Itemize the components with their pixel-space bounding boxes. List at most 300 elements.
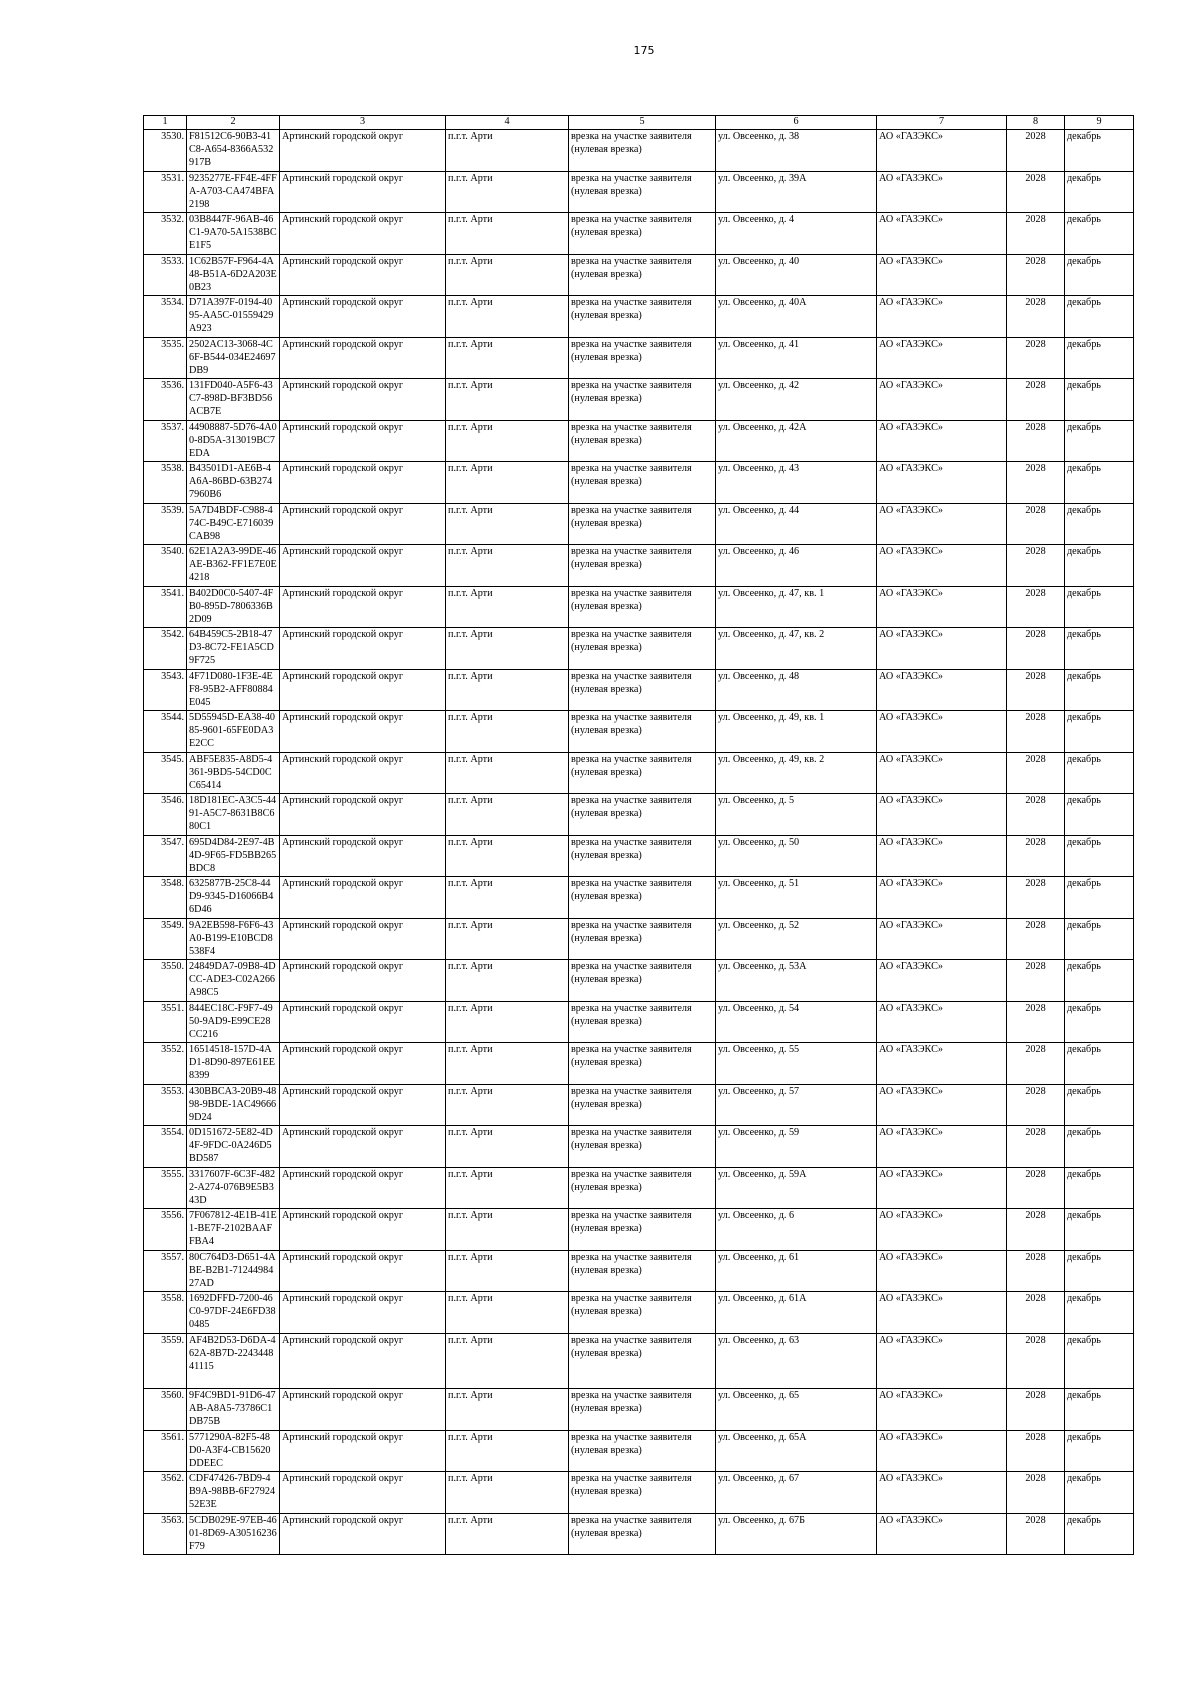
settlement-cell: п.г.т. Арти [446, 254, 569, 296]
month-cell: декабрь [1065, 1389, 1134, 1431]
object-id: CDF47426-7BD9-4B9A-98BB-6F2792452E3E [187, 1472, 280, 1514]
table-row [144, 420, 1134, 462]
table-body [144, 130, 1134, 1555]
month-cell: декабрь [1065, 379, 1134, 421]
row-number: 3538. [144, 462, 187, 504]
year-cell: 2028 [1007, 130, 1065, 172]
month-cell: декабрь [1065, 254, 1134, 296]
address-cell: ул. Овсеенко, д. 43 [716, 462, 877, 504]
table-row [144, 1001, 1134, 1043]
operator-cell: АО «ГАЗЭКС» [877, 171, 1007, 213]
district-cell: Артинский городской округ [280, 296, 446, 338]
work-type-cell: врезка на участке заявителя (нулевая врезка) [569, 503, 716, 545]
settlement-cell: п.г.т. Арти [446, 545, 569, 587]
operator-cell: АО «ГАЗЭКС» [877, 1084, 1007, 1126]
work-type-cell: врезка на участке заявителя (нулевая врезка) [569, 877, 716, 919]
settlement-cell: п.г.т. Арти [446, 1209, 569, 1251]
operator-cell: АО «ГАЗЭКС» [877, 420, 1007, 462]
year-cell: 2028 [1007, 669, 1065, 711]
month-cell: декабрь [1065, 752, 1134, 794]
table-row [144, 337, 1134, 379]
settlement-cell: п.г.т. Арти [446, 752, 569, 794]
work-type-cell: врезка на участке заявителя (нулевая врезка) [569, 960, 716, 1002]
operator-cell: АО «ГАЗЭКС» [877, 918, 1007, 960]
month-cell: декабрь [1065, 337, 1134, 379]
month-cell: декабрь [1065, 1043, 1134, 1085]
table-row [144, 1126, 1134, 1168]
settlement-cell: п.г.т. Арти [446, 586, 569, 628]
work-type-cell: врезка на участке заявителя (нулевая врезка) [569, 1513, 716, 1555]
month-cell: декабрь [1065, 877, 1134, 919]
object-id: 844EC18C-F9F7-4950-9AD9-E99CE28CC216 [187, 1001, 280, 1043]
month-cell: декабрь [1065, 1292, 1134, 1334]
row-number: 3559. [144, 1333, 187, 1389]
settlement-cell: п.г.т. Арти [446, 1001, 569, 1043]
object-id: 695D4D84-2E97-4B4D-9F65-FD5BB265BDC8 [187, 835, 280, 877]
table-row [144, 213, 1134, 255]
row-number: 3544. [144, 711, 187, 753]
operator-cell: АО «ГАЗЭКС» [877, 1389, 1007, 1431]
settlement-cell: п.г.т. Арти [446, 711, 569, 753]
object-id: 5D55945D-EA38-4085-9601-65FE0DA3E2CC [187, 711, 280, 753]
month-cell: декабрь [1065, 1430, 1134, 1472]
address-cell: ул. Овсеенко, д. 39А [716, 171, 877, 213]
month-cell: декабрь [1065, 130, 1134, 172]
year-cell: 2028 [1007, 213, 1065, 255]
object-id: 4F71D080-1F3E-4EF8-95B2-AFF80884E045 [187, 669, 280, 711]
column-header-3: 3 [280, 116, 446, 130]
table-row [144, 1472, 1134, 1514]
work-type-cell: врезка на участке заявителя (нулевая врезка) [569, 669, 716, 711]
work-type-cell: врезка на участке заявителя (нулевая врезка) [569, 1430, 716, 1472]
settlement-cell: п.г.т. Арти [446, 213, 569, 255]
table-row [144, 960, 1134, 1002]
district-cell: Артинский городской округ [280, 711, 446, 753]
year-cell: 2028 [1007, 794, 1065, 836]
month-cell: декабрь [1065, 1333, 1134, 1389]
row-number: 3547. [144, 835, 187, 877]
settlement-cell: п.г.т. Арти [446, 420, 569, 462]
work-type-cell: врезка на участке заявителя (нулевая врезка) [569, 752, 716, 794]
work-type-cell: врезка на участке заявителя (нулевая врезка) [569, 213, 716, 255]
month-cell: декабрь [1065, 213, 1134, 255]
district-cell: Артинский городской округ [280, 835, 446, 877]
row-number: 3552. [144, 1043, 187, 1085]
operator-cell: АО «ГАЗЭКС» [877, 586, 1007, 628]
address-cell: ул. Овсеенко, д. 46 [716, 545, 877, 587]
year-cell: 2028 [1007, 1292, 1065, 1334]
district-cell: Артинский городской округ [280, 254, 446, 296]
table-row [144, 918, 1134, 960]
address-cell: ул. Овсеенко, д. 57 [716, 1084, 877, 1126]
settlement-cell: п.г.т. Арти [446, 1167, 569, 1209]
object-id: 62E1A2A3-99DE-46AE-B362-FF1E7E0E4218 [187, 545, 280, 587]
address-cell: ул. Овсеенко, д. 55 [716, 1043, 877, 1085]
table-row [144, 1292, 1134, 1334]
settlement-cell: п.г.т. Арти [446, 337, 569, 379]
row-number: 3554. [144, 1126, 187, 1168]
work-type-cell: врезка на участке заявителя (нулевая врезка) [569, 171, 716, 213]
object-id: 9F4C9BD1-91D6-47AB-A8A5-73786C1DB75B [187, 1389, 280, 1431]
operator-cell: АО «ГАЗЭКС» [877, 503, 1007, 545]
district-cell: Артинский городской округ [280, 1043, 446, 1085]
operator-cell: АО «ГАЗЭКС» [877, 960, 1007, 1002]
object-id: 3317607F-6C3F-4822-A274-076B9E5B343D [187, 1167, 280, 1209]
work-type-cell: врезка на участке заявителя (нулевая врезка) [569, 130, 716, 172]
column-header-2: 2 [187, 116, 280, 130]
address-cell: ул. Овсеенко, д. 53А [716, 960, 877, 1002]
settlement-cell: п.г.т. Арти [446, 1043, 569, 1085]
row-number: 3543. [144, 669, 187, 711]
object-id: 6325877B-25C8-44D9-9345-D16066B46D46 [187, 877, 280, 919]
object-id: 2502AC13-3068-4C6F-B544-034E24697DB9 [187, 337, 280, 379]
operator-cell: АО «ГАЗЭКС» [877, 1043, 1007, 1085]
row-number: 3532. [144, 213, 187, 255]
work-type-cell: врезка на участке заявителя (нулевая врезка) [569, 1126, 716, 1168]
row-number: 3562. [144, 1472, 187, 1514]
work-type-cell: врезка на участке заявителя (нулевая врезка) [569, 918, 716, 960]
address-cell: ул. Овсеенко, д. 63 [716, 1333, 877, 1389]
address-cell: ул. Овсеенко, д. 41 [716, 337, 877, 379]
district-cell: Артинский городской округ [280, 1513, 446, 1555]
year-cell: 2028 [1007, 503, 1065, 545]
table-row [144, 669, 1134, 711]
address-cell: ул. Овсеенко, д. 38 [716, 130, 877, 172]
column-header-1: 1 [144, 116, 187, 130]
district-cell: Артинский городской округ [280, 669, 446, 711]
operator-cell: АО «ГАЗЭКС» [877, 1333, 1007, 1389]
table-row [144, 462, 1134, 504]
row-number: 3556. [144, 1209, 187, 1251]
table-row [144, 628, 1134, 670]
address-cell: ул. Овсеенко, д. 47, кв. 2 [716, 628, 877, 670]
district-cell: Артинский городской округ [280, 1472, 446, 1514]
column-header-9: 9 [1065, 116, 1134, 130]
table-row [144, 835, 1134, 877]
row-number: 3551. [144, 1001, 187, 1043]
object-id: AF4B2D53-D6DA-462A-8B7D-224344841115 [187, 1333, 280, 1389]
operator-cell: АО «ГАЗЭКС» [877, 835, 1007, 877]
operator-cell: АО «ГАЗЭКС» [877, 669, 1007, 711]
district-cell: Артинский городской округ [280, 503, 446, 545]
year-cell: 2028 [1007, 1250, 1065, 1292]
table-row [144, 296, 1134, 338]
operator-cell: АО «ГАЗЭКС» [877, 1126, 1007, 1168]
operator-cell: АО «ГАЗЭКС» [877, 545, 1007, 587]
district-cell: Артинский городской округ [280, 1250, 446, 1292]
district-cell: Артинский городской округ [280, 420, 446, 462]
year-cell: 2028 [1007, 1209, 1065, 1251]
row-number: 3540. [144, 545, 187, 587]
year-cell: 2028 [1007, 379, 1065, 421]
year-cell: 2028 [1007, 835, 1065, 877]
work-type-cell: врезка на участке заявителя (нулевая врезка) [569, 1043, 716, 1085]
row-number: 3549. [144, 918, 187, 960]
operator-cell: АО «ГАЗЭКС» [877, 752, 1007, 794]
table-row [144, 1084, 1134, 1126]
operator-cell: АО «ГАЗЭКС» [877, 1292, 1007, 1334]
address-cell: ул. Овсеенко, д. 47, кв. 1 [716, 586, 877, 628]
object-id: 24849DA7-09B8-4DCC-ADE3-C02A266A98C5 [187, 960, 280, 1002]
year-cell: 2028 [1007, 1389, 1065, 1431]
object-id: 1692DFFD-7200-46C0-97DF-24E6FD380485 [187, 1292, 280, 1334]
object-id: 64B459C5-2B18-47D3-8C72-FE1A5CD9F725 [187, 628, 280, 670]
operator-cell: АО «ГАЗЭКС» [877, 1430, 1007, 1472]
work-type-cell: врезка на участке заявителя (нулевая врезка) [569, 1292, 716, 1334]
district-cell: Артинский городской округ [280, 1430, 446, 1472]
operator-cell: АО «ГАЗЭКС» [877, 337, 1007, 379]
district-cell: Артинский городской округ [280, 960, 446, 1002]
work-type-cell: врезка на участке заявителя (нулевая врезка) [569, 1472, 716, 1514]
row-number: 3563. [144, 1513, 187, 1555]
work-type-cell: врезка на участке заявителя (нулевая врезка) [569, 1167, 716, 1209]
settlement-cell: п.г.т. Арти [446, 462, 569, 504]
month-cell: декабрь [1065, 794, 1134, 836]
object-id: 430BBCA3-20B9-4898-9BDE-1AC496669D24 [187, 1084, 280, 1126]
district-cell: Артинский городской округ [280, 1084, 446, 1126]
settlement-cell: п.г.т. Арти [446, 130, 569, 172]
year-cell: 2028 [1007, 1333, 1065, 1389]
row-number: 3550. [144, 960, 187, 1002]
year-cell: 2028 [1007, 711, 1065, 753]
address-cell: ул. Овсеенко, д. 61А [716, 1292, 877, 1334]
table-row [144, 752, 1134, 794]
operator-cell: АО «ГАЗЭКС» [877, 1472, 1007, 1514]
month-cell: декабрь [1065, 669, 1134, 711]
work-type-cell: врезка на участке заявителя (нулевая врезка) [569, 794, 716, 836]
object-id: B402D0C0-5407-4FB0-895D-7806336B2D09 [187, 586, 280, 628]
address-cell: ул. Овсеенко, д. 67 [716, 1472, 877, 1514]
object-id: 44908887-5D76-4A00-8D5A-313019BC7EDA [187, 420, 280, 462]
operator-cell: АО «ГАЗЭКС» [877, 1209, 1007, 1251]
address-cell: ул. Овсеенко, д. 52 [716, 918, 877, 960]
district-cell: Артинский городской округ [280, 213, 446, 255]
table-row [144, 794, 1134, 836]
table-row [144, 586, 1134, 628]
row-number: 3531. [144, 171, 187, 213]
district-cell: Артинский городской округ [280, 586, 446, 628]
work-type-cell: врезка на участке заявителя (нулевая врезка) [569, 462, 716, 504]
column-header-6: 6 [716, 116, 877, 130]
address-cell: ул. Овсеенко, д. 54 [716, 1001, 877, 1043]
operator-cell: АО «ГАЗЭКС» [877, 462, 1007, 504]
settlement-cell: п.г.т. Арти [446, 835, 569, 877]
row-number: 3548. [144, 877, 187, 919]
address-cell: ул. Овсеенко, д. 51 [716, 877, 877, 919]
work-type-cell: врезка на участке заявителя (нулевая врезка) [569, 1084, 716, 1126]
address-cell: ул. Овсеенко, д. 44 [716, 503, 877, 545]
object-id: ABF5E835-A8D5-4361-9BD5-54CD0CC65414 [187, 752, 280, 794]
settlement-cell: п.г.т. Арти [446, 877, 569, 919]
address-cell: ул. Овсеенко, д. 42 [716, 379, 877, 421]
work-type-cell: врезка на участке заявителя (нулевая врезка) [569, 1250, 716, 1292]
year-cell: 2028 [1007, 1430, 1065, 1472]
operator-cell: АО «ГАЗЭКС» [877, 877, 1007, 919]
table-row [144, 171, 1134, 213]
object-id: D71A397F-0194-4095-AA5C-01559429A923 [187, 296, 280, 338]
row-number: 3539. [144, 503, 187, 545]
object-id: 5CDB029E-97EB-4601-8D69-A30516236F79 [187, 1513, 280, 1555]
month-cell: декабрь [1065, 296, 1134, 338]
month-cell: декабрь [1065, 628, 1134, 670]
row-number: 3530. [144, 130, 187, 172]
settlement-cell: п.г.т. Арти [446, 171, 569, 213]
year-cell: 2028 [1007, 171, 1065, 213]
operator-cell: АО «ГАЗЭКС» [877, 130, 1007, 172]
district-cell: Артинский городской округ [280, 130, 446, 172]
table-row [144, 503, 1134, 545]
row-number: 3560. [144, 1389, 187, 1431]
operator-cell: АО «ГАЗЭКС» [877, 628, 1007, 670]
district-cell: Артинский городской округ [280, 877, 446, 919]
address-cell: ул. Овсеенко, д. 48 [716, 669, 877, 711]
year-cell: 2028 [1007, 1001, 1065, 1043]
address-cell: ул. Овсеенко, д. 6 [716, 1209, 877, 1251]
district-cell: Артинский городской округ [280, 918, 446, 960]
district-cell: Артинский городской округ [280, 1389, 446, 1431]
address-cell: ул. Овсеенко, д. 50 [716, 835, 877, 877]
address-cell: ул. Овсеенко, д. 67Б [716, 1513, 877, 1555]
address-cell: ул. Овсеенко, д. 4 [716, 213, 877, 255]
object-id: F81512C6-90B3-41C8-A654-8366A532917B [187, 130, 280, 172]
object-id: 131FD040-A5F6-43C7-898D-BF3BD56ACB7E [187, 379, 280, 421]
row-number: 3541. [144, 586, 187, 628]
year-cell: 2028 [1007, 628, 1065, 670]
month-cell: декабрь [1065, 1126, 1134, 1168]
row-number: 3542. [144, 628, 187, 670]
table-row [144, 1250, 1134, 1292]
district-cell: Артинский городской округ [280, 752, 446, 794]
month-cell: декабрь [1065, 1209, 1134, 1251]
table-row [144, 130, 1134, 172]
year-cell: 2028 [1007, 1472, 1065, 1514]
address-cell: ул. Овсеенко, д. 65А [716, 1430, 877, 1472]
object-id: 7F067812-4E1B-41E1-BE7F-2102BAAFFBA4 [187, 1209, 280, 1251]
address-cell: ул. Овсеенко, д. 40А [716, 296, 877, 338]
column-header-8: 8 [1007, 116, 1065, 130]
work-type-cell: врезка на участке заявителя (нулевая врезка) [569, 545, 716, 587]
operator-cell: АО «ГАЗЭКС» [877, 794, 1007, 836]
district-cell: Артинский городской округ [280, 1001, 446, 1043]
table-row [144, 1043, 1134, 1085]
year-cell: 2028 [1007, 296, 1065, 338]
object-id: 16514518-157D-4AD1-8D90-897E61EE8399 [187, 1043, 280, 1085]
settlement-cell: п.г.т. Арти [446, 296, 569, 338]
month-cell: декабрь [1065, 1001, 1134, 1043]
month-cell: декабрь [1065, 1167, 1134, 1209]
table-row [144, 1513, 1134, 1555]
settlement-cell: п.г.т. Арти [446, 628, 569, 670]
address-cell: ул. Овсеенко, д. 49, кв. 1 [716, 711, 877, 753]
row-number: 3534. [144, 296, 187, 338]
object-id: 5771290A-82F5-48D0-A3F4-CB15620DDEEC [187, 1430, 280, 1472]
settlement-cell: п.г.т. Арти [446, 960, 569, 1002]
year-cell: 2028 [1007, 1126, 1065, 1168]
settlement-cell: п.г.т. Арти [446, 669, 569, 711]
column-header-7: 7 [877, 116, 1007, 130]
row-number: 3546. [144, 794, 187, 836]
district-cell: Артинский городской округ [280, 171, 446, 213]
operator-cell: АО «ГАЗЭКС» [877, 296, 1007, 338]
row-number: 3558. [144, 1292, 187, 1334]
month-cell: декабрь [1065, 711, 1134, 753]
object-id: 18D181EC-A3C5-4491-A5C7-8631B8C680C1 [187, 794, 280, 836]
row-number: 3536. [144, 379, 187, 421]
month-cell: декабрь [1065, 1513, 1134, 1555]
table-row [144, 254, 1134, 296]
year-cell: 2028 [1007, 1513, 1065, 1555]
year-cell: 2028 [1007, 420, 1065, 462]
work-type-cell: врезка на участке заявителя (нулевая врезка) [569, 1389, 716, 1431]
register-table [143, 115, 1134, 1555]
operator-cell: АО «ГАЗЭКС» [877, 711, 1007, 753]
work-type-cell: врезка на участке заявителя (нулевая врезка) [569, 835, 716, 877]
work-type-cell: врезка на участке заявителя (нулевая врезка) [569, 628, 716, 670]
object-id: B43501D1-AE6B-4A6A-86BD-63B2747960B6 [187, 462, 280, 504]
object-id: 1C62B57F-F964-4A48-B51A-6D2A203E0B23 [187, 254, 280, 296]
year-cell: 2028 [1007, 918, 1065, 960]
month-cell: декабрь [1065, 1084, 1134, 1126]
work-type-cell: врезка на участке заявителя (нулевая врезка) [569, 586, 716, 628]
district-cell: Артинский городской округ [280, 628, 446, 670]
month-cell: декабрь [1065, 1250, 1134, 1292]
address-cell: ул. Овсеенко, д. 59А [716, 1167, 877, 1209]
settlement-cell: п.г.т. Арти [446, 1126, 569, 1168]
row-number: 3561. [144, 1430, 187, 1472]
year-cell: 2028 [1007, 1043, 1065, 1085]
settlement-cell: п.г.т. Арти [446, 1389, 569, 1431]
month-cell: декабрь [1065, 420, 1134, 462]
month-cell: декабрь [1065, 503, 1134, 545]
settlement-cell: п.г.т. Арти [446, 1084, 569, 1126]
district-cell: Артинский городской округ [280, 462, 446, 504]
table-row [144, 379, 1134, 421]
address-cell: ул. Овсеенко, д. 59 [716, 1126, 877, 1168]
row-number: 3557. [144, 1250, 187, 1292]
district-cell: Артинский городской округ [280, 1209, 446, 1251]
work-type-cell: врезка на участке заявителя (нулевая врезка) [569, 379, 716, 421]
month-cell: декабрь [1065, 462, 1134, 504]
settlement-cell: п.г.т. Арти [446, 794, 569, 836]
work-type-cell: врезка на участке заявителя (нулевая врезка) [569, 254, 716, 296]
operator-cell: АО «ГАЗЭКС» [877, 379, 1007, 421]
address-cell: ул. Овсеенко, д. 5 [716, 794, 877, 836]
address-cell: ул. Овсеенко, д. 61 [716, 1250, 877, 1292]
work-type-cell: врезка на участке заявителя (нулевая врезка) [569, 337, 716, 379]
column-header-4: 4 [446, 116, 569, 130]
settlement-cell: п.г.т. Арти [446, 1430, 569, 1472]
column-header-5: 5 [569, 116, 716, 130]
district-cell: Артинский городской округ [280, 545, 446, 587]
object-id: 0D151672-5E82-4D4F-9FDC-0A246D5BD587 [187, 1126, 280, 1168]
header-row [144, 116, 1134, 130]
year-cell: 2028 [1007, 877, 1065, 919]
district-cell: Артинский городской округ [280, 1292, 446, 1334]
address-cell: ул. Овсеенко, д. 49, кв. 2 [716, 752, 877, 794]
work-type-cell: врезка на участке заявителя (нулевая врезка) [569, 1209, 716, 1251]
month-cell: декабрь [1065, 586, 1134, 628]
month-cell: декабрь [1065, 1472, 1134, 1514]
operator-cell: АО «ГАЗЭКС» [877, 1167, 1007, 1209]
settlement-cell: п.г.т. Арти [446, 1250, 569, 1292]
object-id: 9A2EB598-F6F6-43A0-B199-E10BCD8538F4 [187, 918, 280, 960]
table-row [144, 1389, 1134, 1431]
settlement-cell: п.г.т. Арти [446, 1292, 569, 1334]
month-cell: декабрь [1065, 918, 1134, 960]
settlement-cell: п.г.т. Арти [446, 1513, 569, 1555]
month-cell: декабрь [1065, 960, 1134, 1002]
row-number: 3537. [144, 420, 187, 462]
